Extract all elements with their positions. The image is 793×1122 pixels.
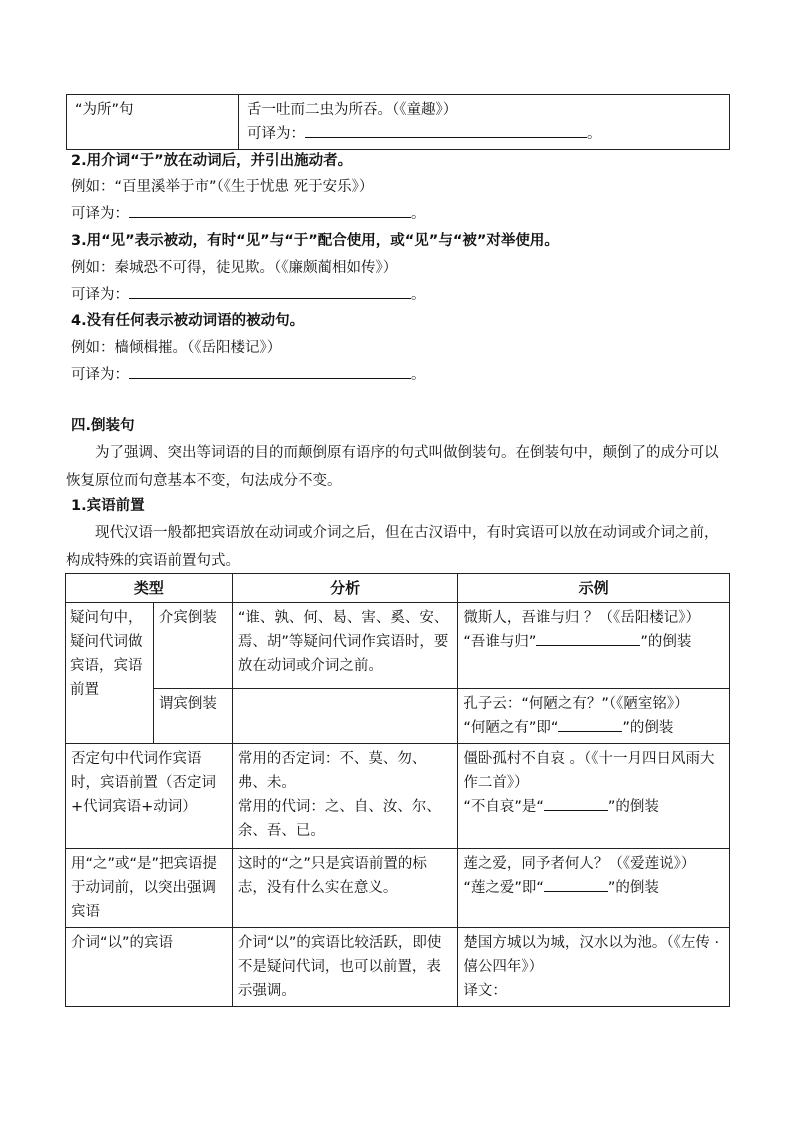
answer-blank[interactable]	[305, 122, 587, 138]
table-cell-type: 疑问句中，疑问代词做宾语，宾语前置	[66, 603, 154, 744]
table-header-row	[66, 574, 730, 603]
passive-table-fragment	[66, 94, 730, 150]
table-cell-subtype: 谓宾倒装	[153, 689, 232, 744]
table-cell-analysis: 这时的“之”只是宾语前置的标志，没有什么实在意义。	[232, 849, 458, 928]
object-fronting-intro: 现代汉语一般都把宾语放在动词或介词之后，但在古汉语中，有时宾语可以放在动词或介词之前，构成特殊的宾语前置句式。	[66, 525, 719, 569]
section-3-heading: 3.用“见”表示被动，有时“见”与“于”配合使用，或“见”与“被”对举使用。	[71, 233, 559, 249]
table-cell-type: 介词“以”的宾语	[66, 928, 233, 1007]
table-cell-type: 否定句中代词作宾语时，宾语前置（否定词+代词宾语+动词）	[66, 744, 233, 849]
table-row	[66, 603, 730, 689]
section-3-example: 例如：秦城恐不可得，徒见欺。（《廉颇蔺相如传》）	[71, 260, 398, 276]
table-cell-example: 僵卧孤村不自哀 。（《十一月四日风雨大作二首》） “不自哀”是“ ”的倒装	[458, 744, 730, 849]
table-cell-analysis	[232, 689, 458, 744]
object-fronting-table	[65, 573, 730, 1007]
column-header: 类型	[66, 574, 233, 603]
section-2-translate: 可译为： 。	[71, 201, 426, 227]
table-row	[66, 928, 730, 1007]
table-cell-example: 舌一吐而二虫为所吞。（《童趣》） 可译为： 。	[239, 95, 730, 150]
object-fronting-heading: 1.宾语前置	[71, 498, 145, 514]
table-cell-analysis: 介词“以”的宾语比较活跃，即使不是疑问代词，也可以前置，表示强调。	[232, 928, 458, 1007]
column-header: 示例	[458, 574, 730, 603]
table-cell-example: 莲之爱，同予者何人？（《爱莲说》） “莲之爱”即“ ”的倒装	[458, 849, 730, 928]
table-row	[66, 689, 730, 744]
table-row	[66, 849, 730, 928]
answer-blank[interactable]	[558, 716, 622, 732]
table-row	[67, 95, 730, 150]
answer-blank[interactable]	[129, 202, 411, 218]
column-header: 分析	[232, 574, 458, 603]
inversion-intro: 为了强调、突出等词语的目的而颠倒原有语序的句式叫做倒装句。在倒装句中，颠倒了的成分可以恢复原位而句意基本不变，句法成分不变。	[66, 445, 719, 489]
table-cell-analysis: 常用的否定词：不、莫、勿、弗、未。 常用的代词：之、自、汝、尔、余、吾、已。	[232, 744, 458, 849]
table-cell-type: 用“之”或“是”把宾语提于动词前，以突出强调宾语	[66, 849, 233, 928]
table-cell-example: 楚国方城以为城，汉水以为池。（《左传 · 僖公四年》） 译文：	[458, 928, 730, 1007]
answer-blank[interactable]	[544, 795, 608, 811]
section-2-example: 例如：“百里溪举于市”（《生于忧患 死于安乐》）	[71, 179, 374, 195]
table-cell-example: 微斯人，吾谁与归 ？（《岳阳楼记》） “吾谁与归” ”的倒装	[458, 603, 730, 689]
table-row	[66, 744, 730, 849]
answer-blank[interactable]	[536, 630, 640, 646]
section-3-translate: 可译为： 。	[71, 282, 426, 308]
answer-blank[interactable]	[129, 363, 411, 379]
table-cell-subtype: 介宾倒装	[153, 603, 232, 689]
table-cell-analysis: “谁、孰、何、曷、害、奚、安、焉、胡”等疑问代词作宾语时，要放在动词或介词之前。	[232, 603, 458, 689]
answer-blank[interactable]	[129, 283, 411, 299]
section-2-heading: 2.用介词“于”放在动词后，并引出施动者。	[71, 153, 353, 169]
answer-blank[interactable]	[544, 876, 608, 892]
section-4-heading: 4.没有任何表示被动词语的被动句。	[71, 313, 305, 329]
section-4-translate: 可译为： 。	[71, 362, 426, 388]
inversion-heading: 四.倒装句	[71, 418, 135, 434]
section-4-example: 例如：樯倾楫摧。（《岳阳楼记》）	[71, 340, 282, 356]
table-cell-type: “为所”句	[67, 95, 239, 150]
table-cell-example: 孔子云：“何陋之有？”（《陋室铭》） “何陋之有”即“ ”的倒装	[458, 689, 730, 744]
